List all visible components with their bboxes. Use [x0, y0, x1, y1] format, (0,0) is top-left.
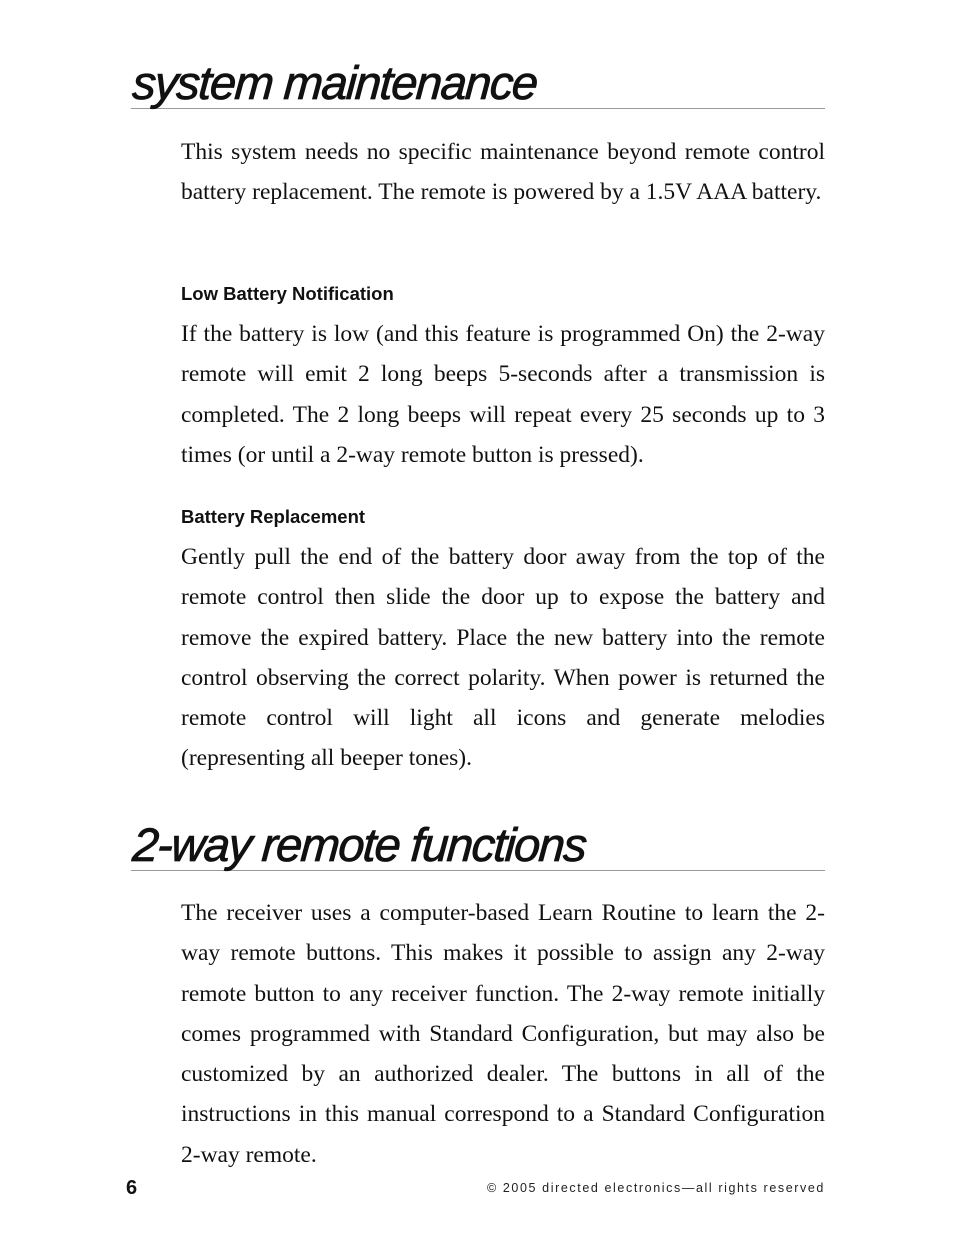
page-number: 6	[126, 1177, 138, 1199]
maintenance-intro-paragraph: This system needs no specific maintenance beyond remote control battery replacement. The remote is powered by a 1.5V AAA battery.	[181, 139, 825, 206]
low-battery-heading: Low Battery Notification	[181, 283, 394, 304]
battery-replacement-heading: Battery Replacement	[181, 506, 366, 527]
section-heading-system-maintenance	[131, 58, 825, 109]
section-title: 2-way remote functions	[130, 818, 588, 871]
section-heading-remote-functions	[131, 820, 825, 871]
section-title: system maintenance	[130, 56, 539, 109]
low-battery-paragraph: If the battery is low (and this feature is programmed On) the 2-way remote will emit 2 long beeps 5-seconds after a transmission is completed. The 2 long beeps will repeat every 25 seconds up to 3 times (or until a 2-way remote button is pressed).	[181, 321, 825, 468]
remote-functions-paragraph: The receiver uses a computer-based Learn Routine to learn the 2-way remote buttons. This makes it possible to assign any 2-way remote button to any receiver function. The 2-way remote initially comes programmed with Standard Configuration, but may also be customized by an authorized dealer. The buttons in all of the instructions in this manual correspond to a Standard Configuration 2-way remote.	[181, 900, 825, 1168]
copyright-notice: © 2005 directed electronics—all rights reserved	[486, 1181, 825, 1195]
battery-replacement-paragraph: Gently pull the end of the battery door away from the top of the remote control then slide the door up to expose the battery and remove the expired battery. Place the new battery into the remote control observing the correct polarity. When power is returned the remote control will light all icons and generate melodies (representing all beeper tones).	[181, 544, 825, 772]
